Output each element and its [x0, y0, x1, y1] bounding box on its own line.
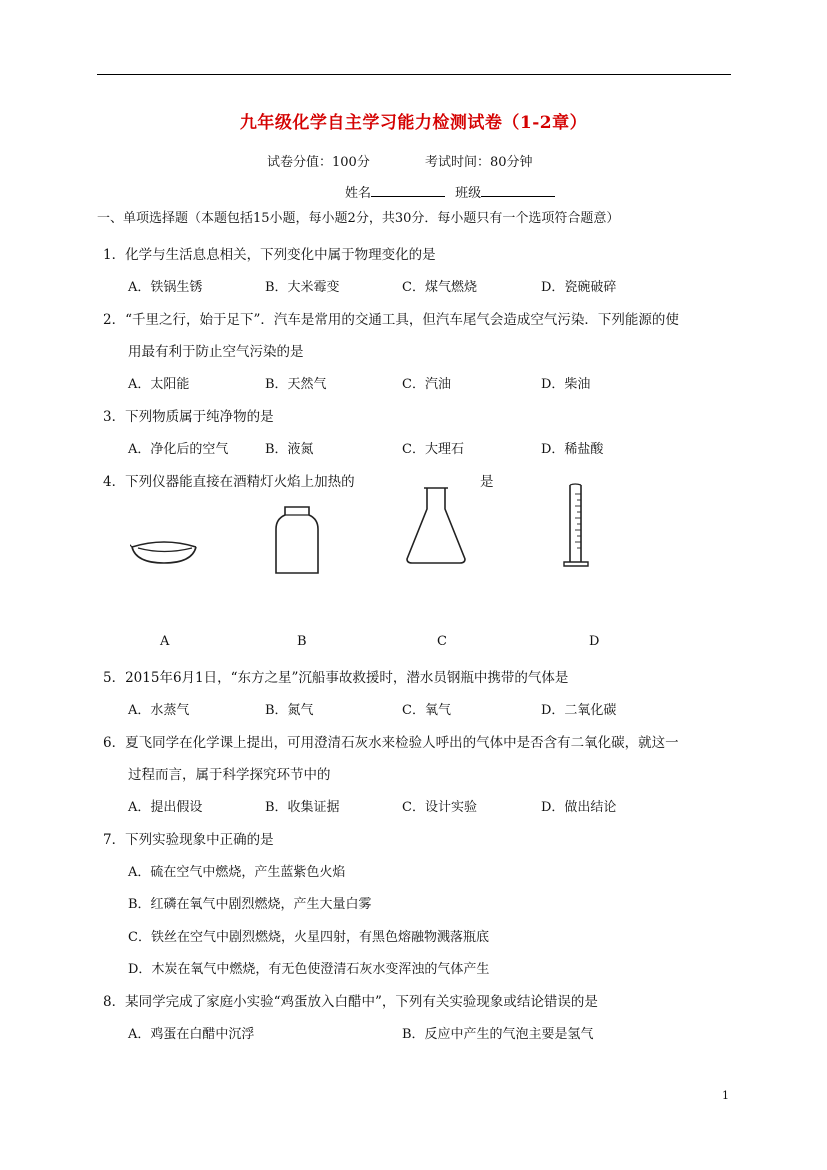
question-5: 5．2015年6月1日，“东方之星”沉船事故救援时，潜水员钢瓶中携带的气体是: [103, 670, 569, 686]
q8-option-b: B．反应中产生的气泡主要是氢气: [402, 1027, 594, 1042]
conical-flask-figure: [404, 485, 468, 565]
q1-option-b: B．大米霉变: [265, 280, 340, 295]
figure-label-b: B: [297, 634, 307, 649]
class-blank[interactable]: [481, 184, 555, 197]
score-info: 试卷分值：100分: [267, 155, 370, 170]
q1-option-a: A．铁锅生锈: [128, 280, 203, 295]
question-1: 1．化学与生活息息相关，下列变化中属于物理变化的是: [103, 247, 436, 263]
q3-option-d: D．稀盐酸: [541, 442, 604, 457]
header-rule: [97, 74, 731, 75]
q6-option-b: B．收集证据: [265, 800, 340, 815]
q7-option-d: D．木炭在氧气中燃烧，有无色使澄清石灰水变浑浊的气体产生: [128, 962, 490, 977]
name-label: 姓名: [345, 186, 372, 201]
figure-label-c: C: [437, 634, 447, 649]
question-3: 3．下列物质属于纯净物的是: [103, 409, 274, 425]
q6-option-c: C．设计实验: [402, 800, 477, 815]
q5-option-d: D．二氧化碳: [541, 703, 617, 718]
q2-option-b: B．天然气: [265, 377, 327, 392]
question-4: 4．下列仪器能直接在酒精灯火焰上加热的: [103, 474, 355, 490]
q2-option-c: C．汽油: [402, 377, 451, 392]
name-class-line: [345, 182, 555, 201]
class-label: 班级: [455, 186, 482, 201]
q6-option-d: D．做出结论: [541, 800, 617, 815]
evaporating-dish-figure: [130, 535, 198, 567]
question-8: 8．某同学完成了家庭小实验“鸡蛋放入白醋中”，下列有关实验现象或结论错误的是: [103, 994, 598, 1010]
q5-option-a: A．水蒸气: [128, 703, 190, 718]
question-6: 6．夏飞同学在化学课上提出，可用澄清石灰水来检验人呼出的气体中是否含有二氧化碳，就这一: [103, 735, 679, 751]
page-number: 1: [722, 1089, 729, 1102]
section-heading: 一、单项选择题（本题包括15小题，每小题2分，共30分．每小题只有一个选项符合题意）: [97, 211, 620, 226]
q1-option-d: D．瓷碗破碎: [541, 280, 617, 295]
q2-option-a: A．太阳能: [128, 377, 190, 392]
question-4-tail: 是: [480, 474, 494, 490]
measuring-cylinder-figure: [561, 482, 595, 570]
q7-option-a: A．硫在空气中燃烧，产生蓝紫色火焰: [128, 865, 346, 880]
question-2-cont: 用最有利于防止空气污染的是: [128, 344, 304, 360]
q5-option-c: C．氧气: [402, 703, 451, 718]
figure-label-d: D: [589, 634, 600, 649]
q3-option-a: A．净化后的空气: [128, 442, 229, 457]
reagent-bottle-figure: [272, 505, 322, 577]
name-blank[interactable]: [371, 184, 445, 197]
q1-option-c: C．煤气燃烧: [402, 280, 477, 295]
q8-option-a: A．鸡蛋在白醋中沉浮: [128, 1027, 255, 1042]
q3-option-b: B．液氮: [265, 442, 314, 457]
q2-option-d: D．柴油: [541, 377, 591, 392]
q7-option-b: B．红磷在氧气中剧烈燃烧，产生大量白雾: [128, 897, 372, 912]
question-6-cont: 过程而言，属于科学探究环节中的: [128, 767, 331, 783]
figure-label-a: A: [160, 634, 170, 649]
time-info: 考试时间：80分钟: [425, 155, 533, 170]
q5-option-b: B．氮气: [265, 703, 314, 718]
page-title: 九年级化学自主学习能力检测试卷（1-2章）: [239, 113, 588, 133]
question-7: 7．下列实验现象中正确的是: [103, 832, 274, 848]
question-2: 2．“千里之行，始于足下”．汽车是常用的交通工具，但汽车尾气会造成空气污染．下列能源的使: [103, 312, 679, 328]
q3-option-c: C．大理石: [402, 442, 464, 457]
q6-option-a: A．提出假设: [128, 800, 203, 815]
q7-option-c: C．铁丝在空气中剧烈燃烧，火星四射，有黑色熔融物溅落瓶底: [128, 930, 489, 945]
